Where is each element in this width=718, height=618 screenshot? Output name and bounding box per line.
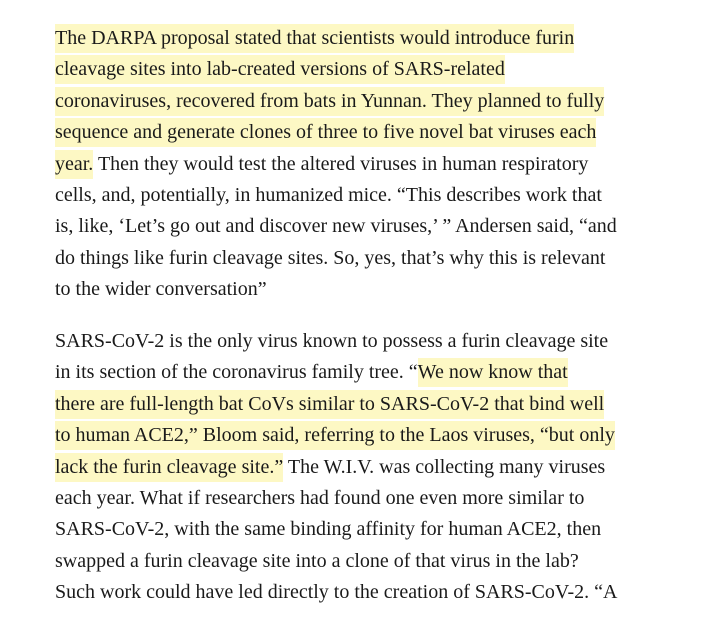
text-line [55, 180, 715, 211]
text-line [55, 117, 715, 148]
plain-text: Such work could have led directly to the creation of SARS-CoV-2. “A [55, 581, 618, 604]
plain-text: SARS-CoV-2, with the same binding affinity for human ACE2, then [55, 518, 602, 541]
text-line [55, 326, 715, 357]
plain-text: to the wider conversation” [55, 278, 267, 301]
highlighted-text: coronaviruses, recovered from bats in Yunnan. They planned to fully [55, 87, 604, 116]
plain-text: cells, and, potentially, in humanized mice. “This describes work that [55, 183, 602, 206]
text-line [55, 483, 715, 514]
text-line [55, 546, 715, 577]
highlighted-text: The DARPA proposal stated that scientists would introduce furin [55, 24, 574, 53]
text-line [55, 274, 715, 305]
highlighted-text: sequence and generate clones of three to five novel bat viruses each [55, 118, 596, 147]
text-line [55, 243, 715, 274]
plain-text: in its section of the coronavirus family tree. “ [55, 361, 418, 384]
highlighted-text: there are full-length bat CoVs similar to SARS-CoV-2 that bind well [55, 390, 604, 419]
text-line [55, 149, 715, 180]
text-line [55, 389, 715, 420]
highlighted-text: to human ACE2,” Bloom said, referring to the Laos viruses, “but only [55, 421, 615, 450]
plain-text: Then they would test the altered viruses in human respiratory [93, 152, 589, 175]
plain-text: is, like, ‘Let’s go out and discover new viruses,’ ” Andersen said, “and [55, 215, 617, 238]
highlighted-text: year. [55, 150, 93, 179]
plain-text: each year. What if researchers had found one even more similar to [55, 486, 585, 509]
text-line [55, 54, 715, 85]
highlighted-text: We now know that [418, 358, 568, 387]
plain-text: The W.I.V. was collecting many viruses [283, 455, 606, 478]
article-paragraph [55, 23, 715, 306]
text-line [55, 514, 715, 545]
text-line [55, 420, 715, 451]
text-line [55, 86, 715, 117]
text-line [55, 23, 715, 54]
text-line [55, 577, 715, 608]
text-line [55, 452, 715, 483]
highlighted-text: lack the furin cleavage site.” [55, 453, 283, 482]
plain-text: do things like furin cleavage sites. So, yes, that’s why this is relevant [55, 246, 606, 269]
text-line [55, 357, 715, 388]
highlighted-text: cleavage sites into lab-created versions of SARS-related [55, 55, 505, 84]
text-line [55, 211, 715, 242]
plain-text: SARS-CoV-2 is the only virus known to possess a furin cleavage site [55, 330, 609, 352]
plain-text: swapped a furin cleavage site into a clone of that virus in the lab? [55, 549, 579, 572]
article-paragraph [55, 326, 715, 609]
